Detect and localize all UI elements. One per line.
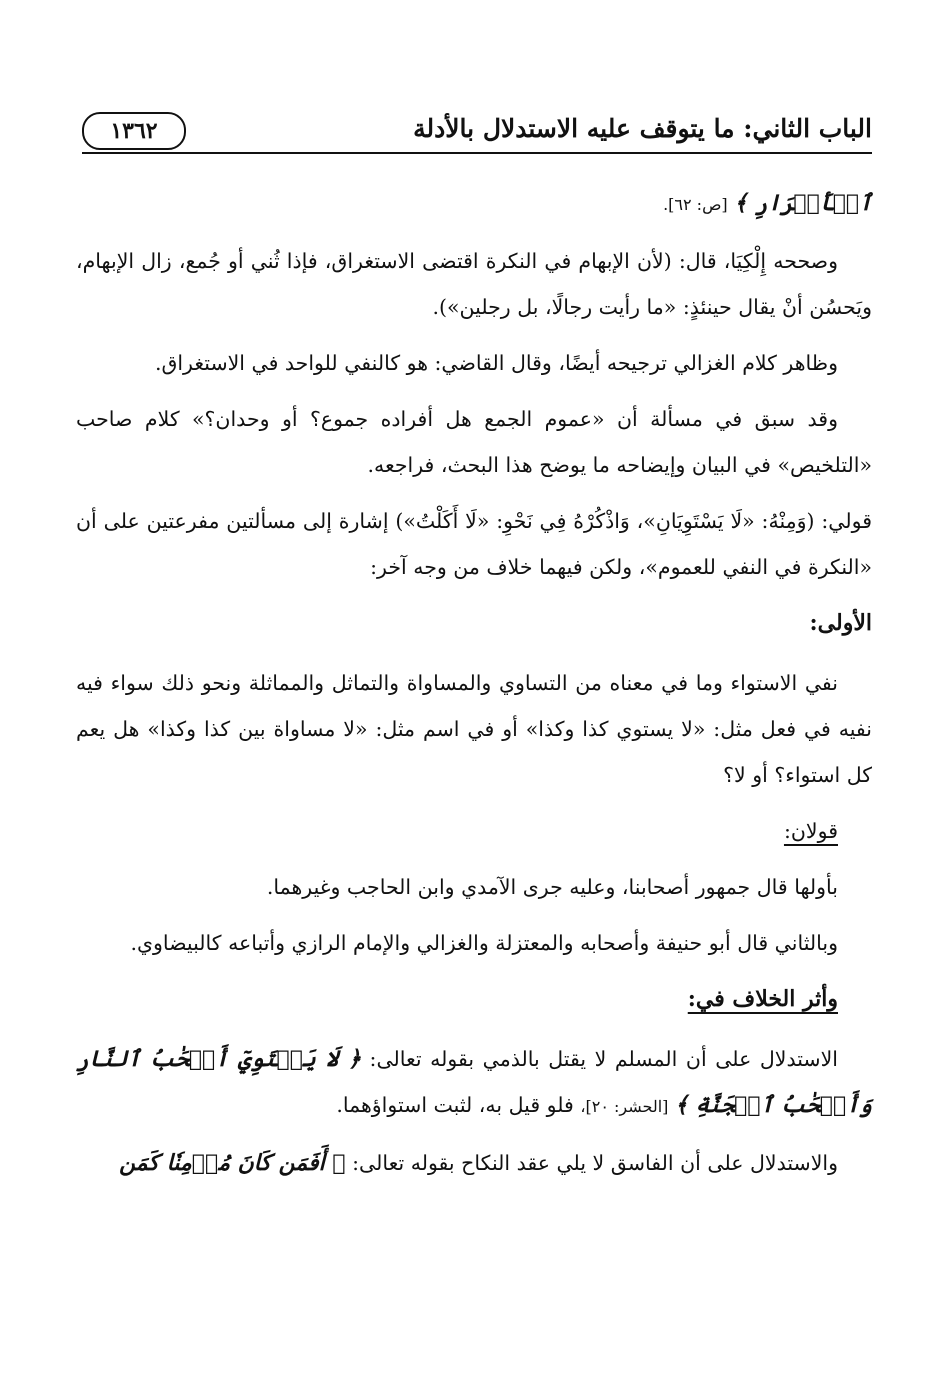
paragraph-ghazali: وظاهر كلام الغزالي ترجيحه أيضًا، وقال القاضي: هو كالنفي للواحد في الاستغراق. bbox=[154, 351, 838, 375]
header-divider bbox=[82, 152, 872, 154]
paragraph-muslim-dhimmi-tail: فلو قيل به، لثبت استواؤهما. bbox=[336, 1093, 574, 1117]
paragraph-fasiq-marriage bbox=[76, 1140, 872, 1186]
paragraph-ilkiya: وصححه إِلْكِيَا، قال: (لأن الإبهام في النكرة اقتضى الاستغراق، فإذا ثُني أو جُمع، زال الإبهام، ويَحسُن أنْ يقال حينئذٍ: «ما رأيت رجالًا، بل رجلين»). bbox=[76, 249, 872, 319]
paragraph-first-view: بأولها قال جمهور أصحابنا، وعليه جرى الآمدي وابن الحاجب وغيرهما. bbox=[266, 875, 838, 899]
paragraph-negation-equality: نفي الاستواء وما في معناه من التساوي والمساواة والتماثل والمماثلة ونحو ذلك سواء فيه نفيه في فعل مثل: «لا يستوي كذا وكذا» أو في اسم مثل: «لا مساواة بين كذا وكذا» هل يعم كل استواء؟ أو لا؟ bbox=[76, 671, 872, 787]
page-number-badge: ١٣٦٢ bbox=[82, 112, 186, 150]
paragraph-fasiq-lead: والاستدلال على أن الفاسق لا يلي عقد النكاح بقوله تعالى: bbox=[352, 1151, 838, 1175]
quran-reference: [ص: ٦٢]. bbox=[663, 195, 728, 214]
paragraph-muslim-dhimmi bbox=[76, 1036, 872, 1130]
section-heading-effect: وأثر الخلاف في: bbox=[687, 986, 838, 1012]
effect-heading-line bbox=[76, 976, 872, 1022]
quran-verse-sajdah: ﴿ أَفَمَن كَانَ مُؤۡمِنٗا كَمَن bbox=[119, 1150, 346, 1176]
paragraph-author-quote: قولي: (وَمِنْهُ: «لَا يَسْتَوِيَانِ»، وَاذْكُرْهُ فِي نَحْوِ: «لَا أَكَلْتُ») إشارة إلى مسألتين مفرعتين على أن «النكرة في النفي للعموم»، ولكن فيهما خلاف من وجه آخر: bbox=[76, 509, 872, 579]
chapter-title: الباب الثاني: ما يتوقف عليه الاستدلال بالأدلة bbox=[413, 114, 872, 143]
two-views-heading-line bbox=[76, 808, 872, 854]
quran-verse-fragment: ٱلۡأَشۡرَارِ ﴾ bbox=[734, 190, 872, 216]
paragraph-quran-ending bbox=[76, 180, 872, 228]
quran-verse-hashr: ﴿ لَا يَسۡتَوِيٓ أَصۡحَٰبُ ٱلنَّارِ وَأَصۡحَٰبُ ٱلۡجَنَّةِ ﴾ bbox=[76, 1046, 872, 1118]
section-heading-two-views: قولان: bbox=[783, 819, 838, 843]
paragraph-previous-issue: وقد سبق في مسألة أن «عموم الجمع هل أفراده جموع؟ أو وحدان؟» كلام صاحب «التلخيص» في البيان وإيضاحه ما يوضح هذا البحث، فراجعه. bbox=[76, 407, 872, 477]
quran-reference-hashr: [الحشر: ٢٠]، bbox=[580, 1097, 669, 1116]
paragraph-muslim-dhimmi-lead: الاستدلال على أن المسلم لا يقتل بالذمي بقوله تعالى: bbox=[369, 1047, 838, 1071]
page-header bbox=[82, 108, 872, 158]
page-body bbox=[76, 180, 872, 1196]
paragraph-second-view: وبالثاني قال أبو حنيفة وأصحابه والمعتزلة والغزالي والإمام الرازي وأتباعه كالبيضاوي. bbox=[130, 931, 838, 955]
section-heading-first: الأولى: bbox=[809, 610, 872, 636]
